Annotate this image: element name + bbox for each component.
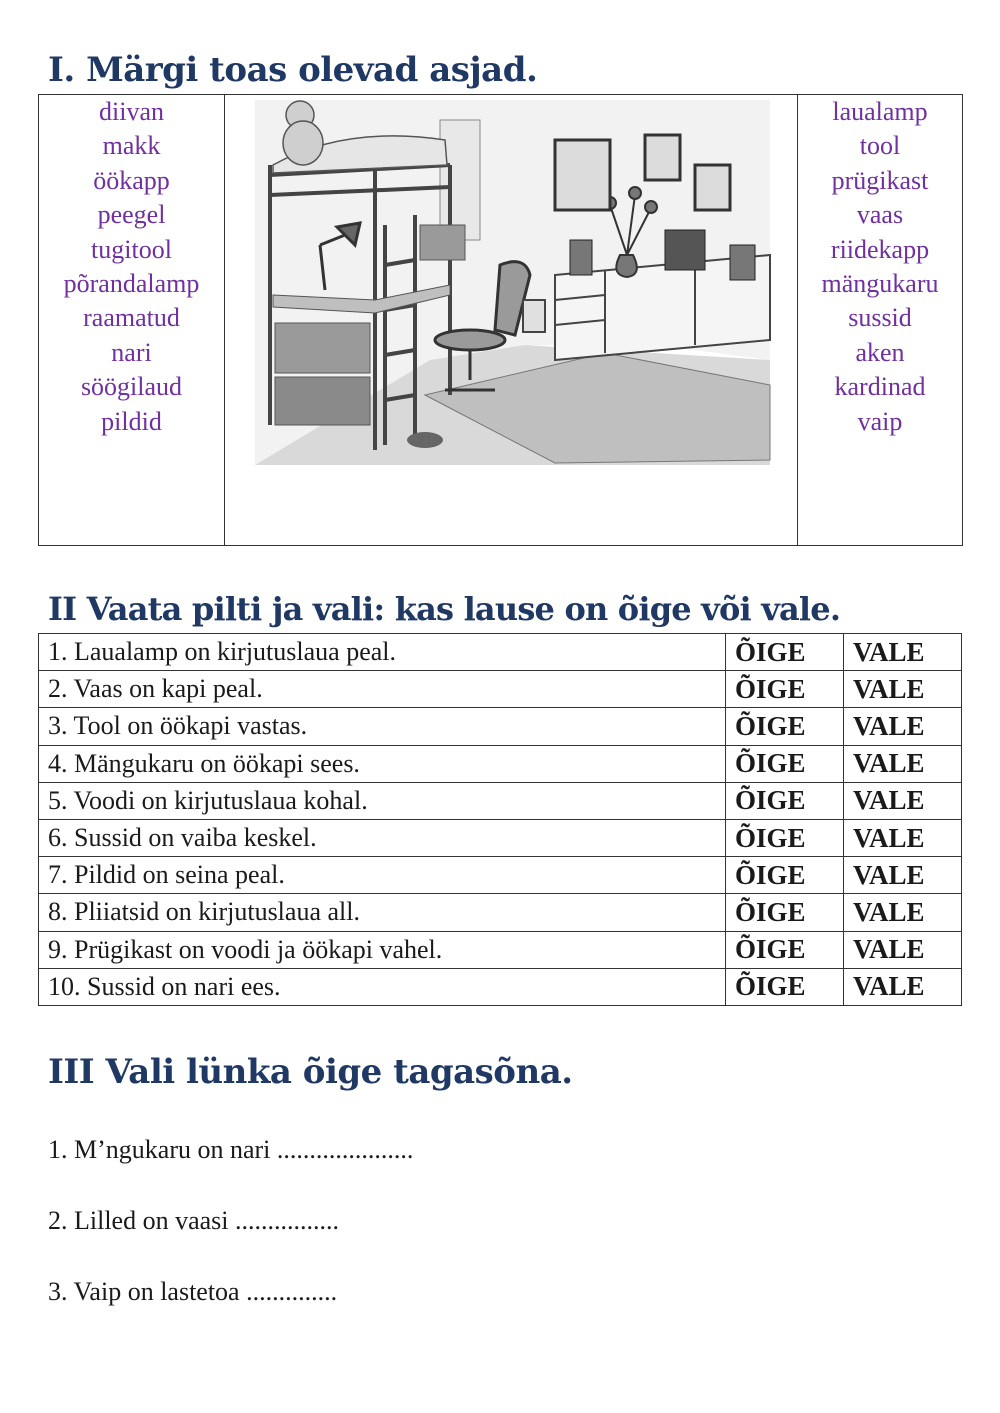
statement-text: 1. Laualamp on kirjutuslaua peal. [39, 634, 726, 671]
word-item: diivan [99, 97, 164, 126]
room-items-table [38, 94, 963, 546]
statement-text: 8. Pliiatsid on kirjutuslaua all. [39, 894, 726, 931]
statement-text: 4. Mängukaru on öökapi sees. [39, 745, 726, 782]
word-list-right-cell [798, 95, 963, 546]
statement-row [39, 782, 962, 819]
false-option[interactable]: VALE [844, 857, 962, 894]
statement-text: 2. Vaas on kapi peal. [39, 671, 726, 708]
statement-text: 7. Pildid on seina peal. [39, 857, 726, 894]
word-item: sussid [848, 303, 912, 333]
word-item: söögilaud [80, 372, 183, 402]
word-item: aken [855, 337, 905, 367]
true-option[interactable]: ÕIGE [726, 857, 844, 894]
fill-in-item: 2. Lilled on vaasi ................ [48, 1206, 340, 1235]
word-item: peegel [97, 200, 166, 230]
word-item: tool [859, 131, 901, 161]
statement-text: 10. Sussid on nari ees. [39, 968, 726, 1005]
word-item: nari [111, 337, 152, 367]
statement-row [39, 634, 962, 671]
statement-row [39, 745, 962, 782]
section-2-title: II Vaata pilti ja vali: kas lause on õige või vale. [48, 590, 841, 628]
word-item: põrandalamp [63, 269, 200, 299]
statement-row [39, 968, 962, 1005]
true-option[interactable]: ÕIGE [726, 894, 844, 931]
true-option[interactable]: ÕIGE [726, 782, 844, 819]
word-item: riidekapp [830, 234, 930, 264]
word-item: raamatud [83, 303, 180, 333]
word-item: mängukaru [821, 269, 939, 299]
statement-row [39, 894, 962, 931]
fill-in-list [48, 1130, 413, 1343]
true-option[interactable]: ÕIGE [726, 745, 844, 782]
false-option[interactable]: VALE [844, 819, 962, 856]
statement-row [39, 819, 962, 856]
false-option[interactable]: VALE [844, 968, 962, 1005]
word-list-right [798, 95, 962, 439]
word-item: tugitool [91, 234, 172, 264]
section-3-title: III Vali lünka õige tagasõna. [48, 1052, 573, 1092]
false-option[interactable]: VALE [844, 708, 962, 745]
word-item: kardinad [834, 372, 926, 402]
true-option[interactable]: ÕIGE [726, 671, 844, 708]
statement-row [39, 708, 962, 745]
word-list-left-cell [39, 95, 225, 546]
false-option[interactable]: VALE [844, 782, 962, 819]
statement-row [39, 931, 962, 968]
word-item: prügikast [831, 165, 929, 195]
slippers [407, 432, 443, 448]
statement-text: 9. Prügikast on voodi ja öökapi vahel. [39, 931, 726, 968]
word-item: vaas [856, 200, 904, 230]
true-false-table [38, 633, 962, 1006]
true-option[interactable]: ÕIGE [726, 708, 844, 745]
speaker-left [570, 240, 592, 275]
statement-text: 3. Tool on öökapi vastas. [39, 708, 726, 745]
true-option[interactable]: ÕIGE [726, 819, 844, 856]
section-1-title: I. Märgi toas olevad asjad. [48, 50, 538, 90]
room-illustration [225, 95, 795, 475]
statement-text: 5. Voodi on kirjutuslaua kohal. [39, 782, 726, 819]
statement-row [39, 671, 962, 708]
statement-text: 6. Sussid on vaiba keskel. [39, 819, 726, 856]
word-item: pildid [101, 406, 162, 436]
stereo [665, 230, 705, 270]
fill-in-item: 1. M’ngukaru on nari ..................... [48, 1135, 414, 1164]
word-item: öökapp [93, 165, 170, 195]
fill-in-item: 3. Vaip on lastetoa .............. [48, 1277, 338, 1306]
false-option[interactable]: VALE [844, 671, 962, 708]
true-option[interactable]: ÕIGE [726, 634, 844, 671]
word-item: laualamp [832, 97, 928, 126]
true-option[interactable]: ÕIGE [726, 968, 844, 1005]
trash-bin [523, 300, 545, 332]
room-picture-cell [225, 95, 798, 546]
speaker-right [730, 245, 755, 280]
false-option[interactable]: VALE [844, 931, 962, 968]
false-option[interactable]: VALE [844, 745, 962, 782]
word-item: vaip [857, 406, 903, 436]
false-option[interactable]: VALE [844, 634, 962, 671]
false-option[interactable]: VALE [844, 894, 962, 931]
word-list-left [39, 95, 224, 439]
statement-row [39, 857, 962, 894]
true-option[interactable]: ÕIGE [726, 931, 844, 968]
word-item: makk [102, 131, 161, 161]
